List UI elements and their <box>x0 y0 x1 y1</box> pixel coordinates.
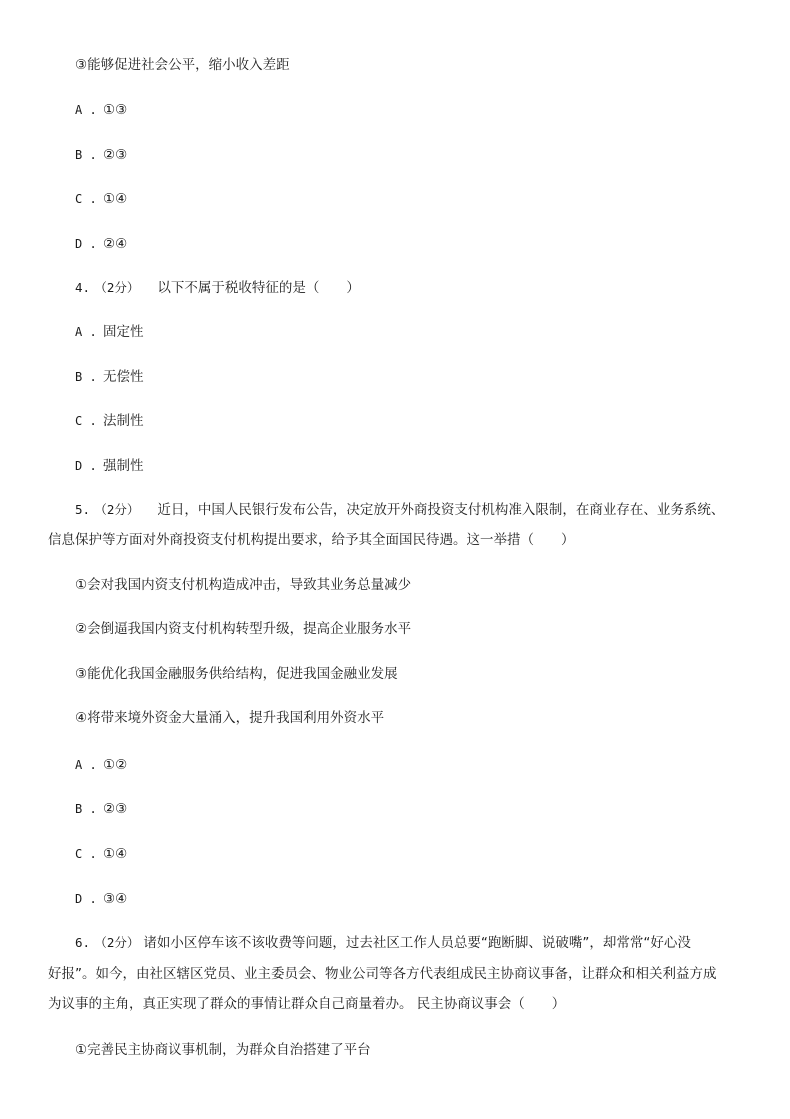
q4-option-d[interactable] <box>75 458 144 474</box>
option-text: ③④ <box>103 891 128 907</box>
option-letter: A . <box>75 103 97 117</box>
q5-statement-1: ①会对我国内资支付机构造成冲击，导致其业务总量减少 <box>75 577 412 593</box>
option-text: ②④ <box>103 236 128 252</box>
q6-stem-line-3: 为议事的主角，真正实现了群众的事情让群众自己商量着办。 民主协商议事会（ ） <box>48 996 566 1012</box>
q4-option-a[interactable] <box>75 324 144 340</box>
option-letter: D . <box>75 459 97 473</box>
option-letter: C . <box>75 847 97 861</box>
option-text: ②③ <box>103 147 128 163</box>
q5-statement-2: ②会倒逼我国内资支付机构转型升级，提高企业服务水平 <box>75 621 412 637</box>
q5-option-c[interactable] <box>75 846 127 862</box>
q5-option-a[interactable] <box>75 757 127 773</box>
option-letter: B . <box>75 802 97 816</box>
q6-stem-line-2: 好报”。如今，由社区辖区党员、业主委员会、物业公司等各方代表组成民主协商议事备，让群众和相关利益方成 <box>48 966 717 982</box>
option-letter: C . <box>75 192 97 206</box>
option-letter: C . <box>75 414 97 428</box>
q4-option-c[interactable] <box>75 413 144 429</box>
question-text: 诸如小区停车该不该收费等问题，过去社区工作人员总要“跑断脚、说破嘴”，却常常“好心没 <box>143 935 691 951</box>
option-letter: D . <box>75 892 97 906</box>
q6-stem-line-1 <box>75 935 691 951</box>
question-number: 6. <box>75 935 91 950</box>
q5-option-d[interactable] <box>75 891 127 907</box>
option-letter: B . <box>75 370 97 384</box>
option-text: ①④ <box>103 846 128 862</box>
option-text: 无偿性 <box>103 369 144 385</box>
q4-stem <box>75 280 360 296</box>
q3-option-b[interactable] <box>75 147 127 163</box>
q3-option-d[interactable] <box>75 236 127 252</box>
option-letter: D . <box>75 237 97 251</box>
question-number: 4. <box>75 280 91 295</box>
q5-statement-3: ③能优化我国金融服务供给结构，促进我国金融业发展 <box>75 666 398 682</box>
option-text: 固定性 <box>103 324 144 340</box>
question-score: （2分） <box>94 280 140 295</box>
q5-option-b[interactable] <box>75 801 127 817</box>
option-letter: B . <box>75 148 97 162</box>
question-text: 近日，中国人民银行发布公告，决定放开外商投资支付机构准入限制，在商业存在、业务系统、 <box>157 502 725 518</box>
question-score: （2分） <box>94 935 140 950</box>
q3-option-c[interactable] <box>75 191 127 207</box>
q6-statement-1: ①完善民主协商议事机制，为群众自治搭建了平台 <box>75 1042 371 1058</box>
q3-statement-3: ③能够促进社会公平，缩小收入差距 <box>75 57 290 73</box>
question-number: 5. <box>75 502 91 517</box>
option-text: ①② <box>103 757 128 773</box>
q3-option-a[interactable] <box>75 102 127 118</box>
option-letter: A . <box>75 758 97 772</box>
q5-stem-line-2: 信息保护等方面对外商投资支付机构提出要求，给予其全面国民待遇。这一举措（ ） <box>48 532 575 548</box>
option-letter: A . <box>75 325 97 339</box>
question-score: （2分） <box>94 502 140 517</box>
option-text: ①③ <box>103 102 128 118</box>
q5-stem-line-1 <box>75 502 724 518</box>
question-text: 以下不属于税收特征的是（ ） <box>157 280 360 296</box>
option-text: ②③ <box>103 801 128 817</box>
q4-option-b[interactable] <box>75 369 144 385</box>
option-text: 法制性 <box>103 413 144 429</box>
option-text: 强制性 <box>103 458 144 474</box>
q5-statement-4: ④将带来境外资金大量涌入，提升我国利用外资水平 <box>75 710 385 726</box>
option-text: ①④ <box>103 191 128 207</box>
